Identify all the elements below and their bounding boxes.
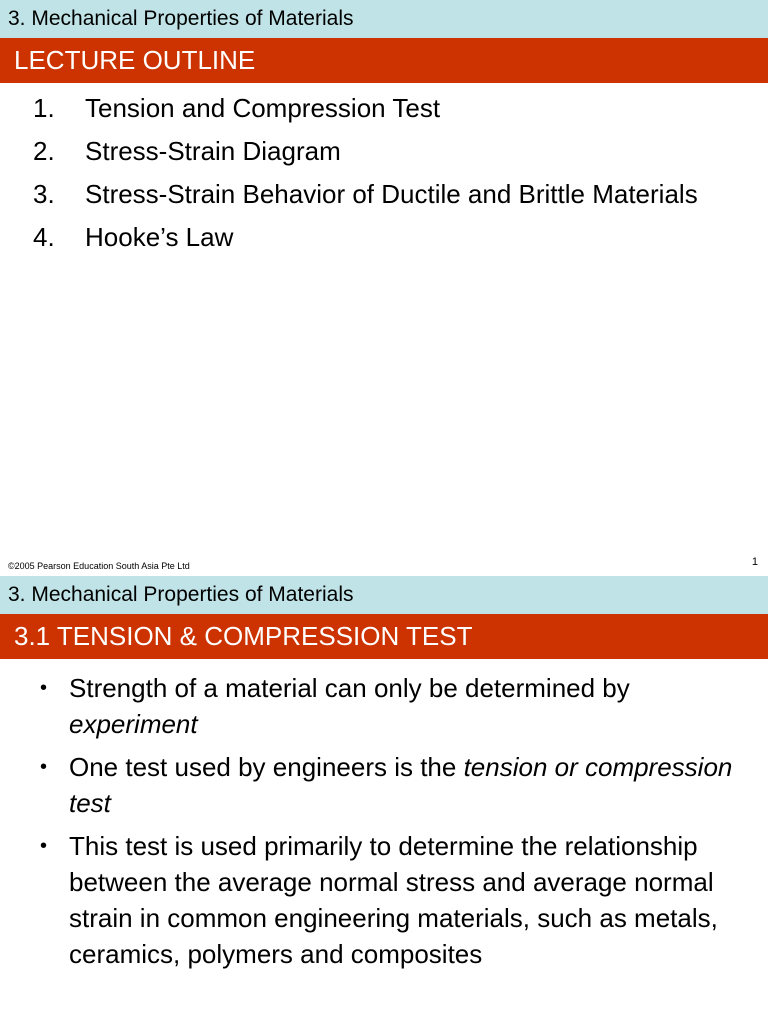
outline-item-number: 3. (33, 179, 55, 209)
chapter-header: 3. Mechanical Properties of Materials (0, 0, 768, 38)
bullet-list (0, 670, 768, 979)
chapter-header: 3. Mechanical Properties of Materials (0, 576, 768, 614)
outline-item (0, 176, 768, 212)
outline-item (0, 90, 768, 126)
bullet-icon: • (40, 756, 48, 778)
slide-title: 3.1 TENSION & COMPRESSION TEST (0, 614, 768, 659)
lecture-outline-list (0, 90, 768, 262)
outline-item (0, 219, 768, 255)
slide-title: LECTURE OUTLINE (0, 38, 768, 83)
outline-item-text: Stress-Strain Behavior of Ductile and Brittle Materials (85, 179, 698, 209)
outline-item-text: Hooke’s Law (85, 222, 234, 252)
bullet-text: This test is used primarily to determine the relationship between the average normal stress and average normal strain in common engineering materials, such as metals, ceramics, polymers and composites (69, 831, 718, 969)
slide-2 (0, 576, 768, 1024)
bullet-item (0, 749, 768, 821)
bullet-icon: • (40, 677, 48, 699)
outline-item-number: 1. (33, 93, 55, 123)
outline-item (0, 133, 768, 169)
outline-item-number: 2. (33, 136, 55, 166)
bullet-item (0, 670, 768, 742)
bullet-emphasis: tension or compression test (69, 752, 733, 818)
copyright-notice: ©2005 Pearson Education South Asia Pte Ltd (8, 561, 190, 571)
outline-item-number: 4. (33, 222, 55, 252)
page-number: 1 (751, 556, 758, 568)
bullet-icon: • (40, 835, 48, 857)
bullet-text: Strength of a material can only be determined by (69, 673, 630, 703)
outline-item-text: Stress-Strain Diagram (85, 136, 341, 166)
bullet-item (0, 828, 768, 972)
bullet-emphasis: experiment (69, 709, 198, 739)
bullet-text: One test used by engineers is the (69, 752, 464, 782)
outline-item-text: Tension and Compression Test (85, 93, 441, 123)
